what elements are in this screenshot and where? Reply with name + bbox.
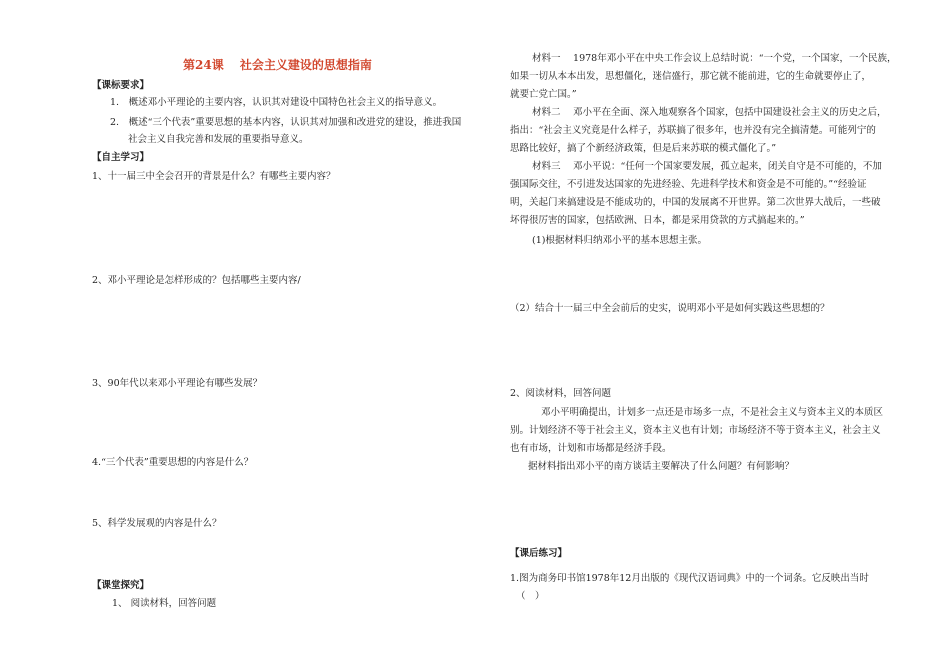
material-3-line-3: 明，关起门来搞建设是不能成功的，中国的发展离不开世界。第二次世界大战后，一些破 (510, 197, 881, 208)
exercise-1: 1.图为商务印书馆1978年12月出版的《现代汉语词典》中的一个词条。它反映出当时 (510, 573, 869, 584)
sub-question-2: （2）结合十一届三中全会前后的史实，说明邓小平是如何实践这些思想的？ (510, 303, 830, 314)
question-5: 5、科学发展观的内容是什么？ (92, 518, 222, 529)
question-4: 4.“三个代表”重要思想的内容是什么？ (92, 457, 254, 468)
material-2-line-1: 材料二 邓小平在全面、深入地观察各个国家，包括中国建设社会主义的历史之后， (532, 107, 887, 118)
material-1-line-2: 如果一切从本本出发，思想僵化，迷信盛行，那它就不能前进，它的生命就要停止了， (510, 71, 872, 82)
reading-2-line-2: 别。计划经济不等于社会主义，资本主义也有计划；市场经济不等于资本主义，社会主义 (510, 425, 881, 436)
reading-2-question: 据材料指出邓小平的南方谈话主要解决了什么问题？有何影响？ (528, 461, 795, 472)
material-1-line-3: 就要亡党亡国。” (510, 89, 577, 100)
question-2: 2、邓小平理论是怎样形成的？包括哪些主要内容/ (92, 275, 301, 286)
section-heading-kebiao: 【课标要求】 (92, 80, 150, 91)
sub-question-1: (1)根据材料归纳邓小平的基本思想主张。 (532, 235, 707, 246)
kebiao-item-1: 1. 概述邓小平理论的主要内容，认识其对建设中国特色社会主义的指导意义。 (110, 97, 443, 108)
kebiao-item-2: 2. 概述“三个代表”重要思想的基本内容，认识其对加强和改进党的建设，推进我国 (110, 117, 462, 128)
material-1-line-1: 材料一 1978年邓小平在中央工作会议上总结时说：“一个党，一个国家，一个民族， (532, 53, 897, 64)
reading-2-line-1: 邓小平明确提出，计划多一点还是市场多一点，不是社会主义与资本主义的本质区 (541, 407, 884, 418)
kebiao-item-2-cont: 社会主义自我完善和发展的重要指导意义。 (128, 134, 309, 145)
material-2-line-2: 指出：“社会主义究竟是什么样子，苏联搞了很多年，也并没有完全搞清楚。可能列宁的 (510, 125, 876, 136)
material-2-line-3: 思路比较好，搞了个新经济政策，但是后来苏联的模式僵化了。” (510, 143, 777, 154)
question-1: 1、十一届三中全会召开的背景是什么？有哪些主要内容？ (92, 171, 336, 182)
section-heading-kehou: 【课后练习】 (510, 548, 568, 559)
exercise-1-choice: （ ） (516, 591, 545, 602)
section-heading-ketang: 【课堂探究】 (92, 580, 150, 591)
reading-2-line-3: 也有市场，计划和市场都是经济手段。 (510, 443, 672, 454)
material-3-line-1: 材料三 邓小平说：“任何一个国家要发展，孤立起来，闭关自守是不可能的，不加 (532, 161, 882, 172)
lesson-title: 第24课 社会主义建设的思想指南 (183, 58, 372, 72)
material-3-line-4: 坏得很厉害的国家，包括欧洲、日本，都是采用贷款的方式搞起来的。” (510, 215, 805, 226)
ketang-item-1: 1、 阅读材料，回答问题 (112, 598, 217, 609)
reading-2-title: 2、阅读材料，回答问题 (510, 388, 612, 399)
section-heading-zizhu: 【自主学习】 (92, 152, 150, 163)
material-3-line-2: 强国际交往，不引进发达国家的先进经验、先进科学技术和资金是不可能的。”“经验证 (510, 179, 867, 190)
question-3: 3、90年代以来邓小平理论有哪些发展？ (92, 378, 263, 389)
